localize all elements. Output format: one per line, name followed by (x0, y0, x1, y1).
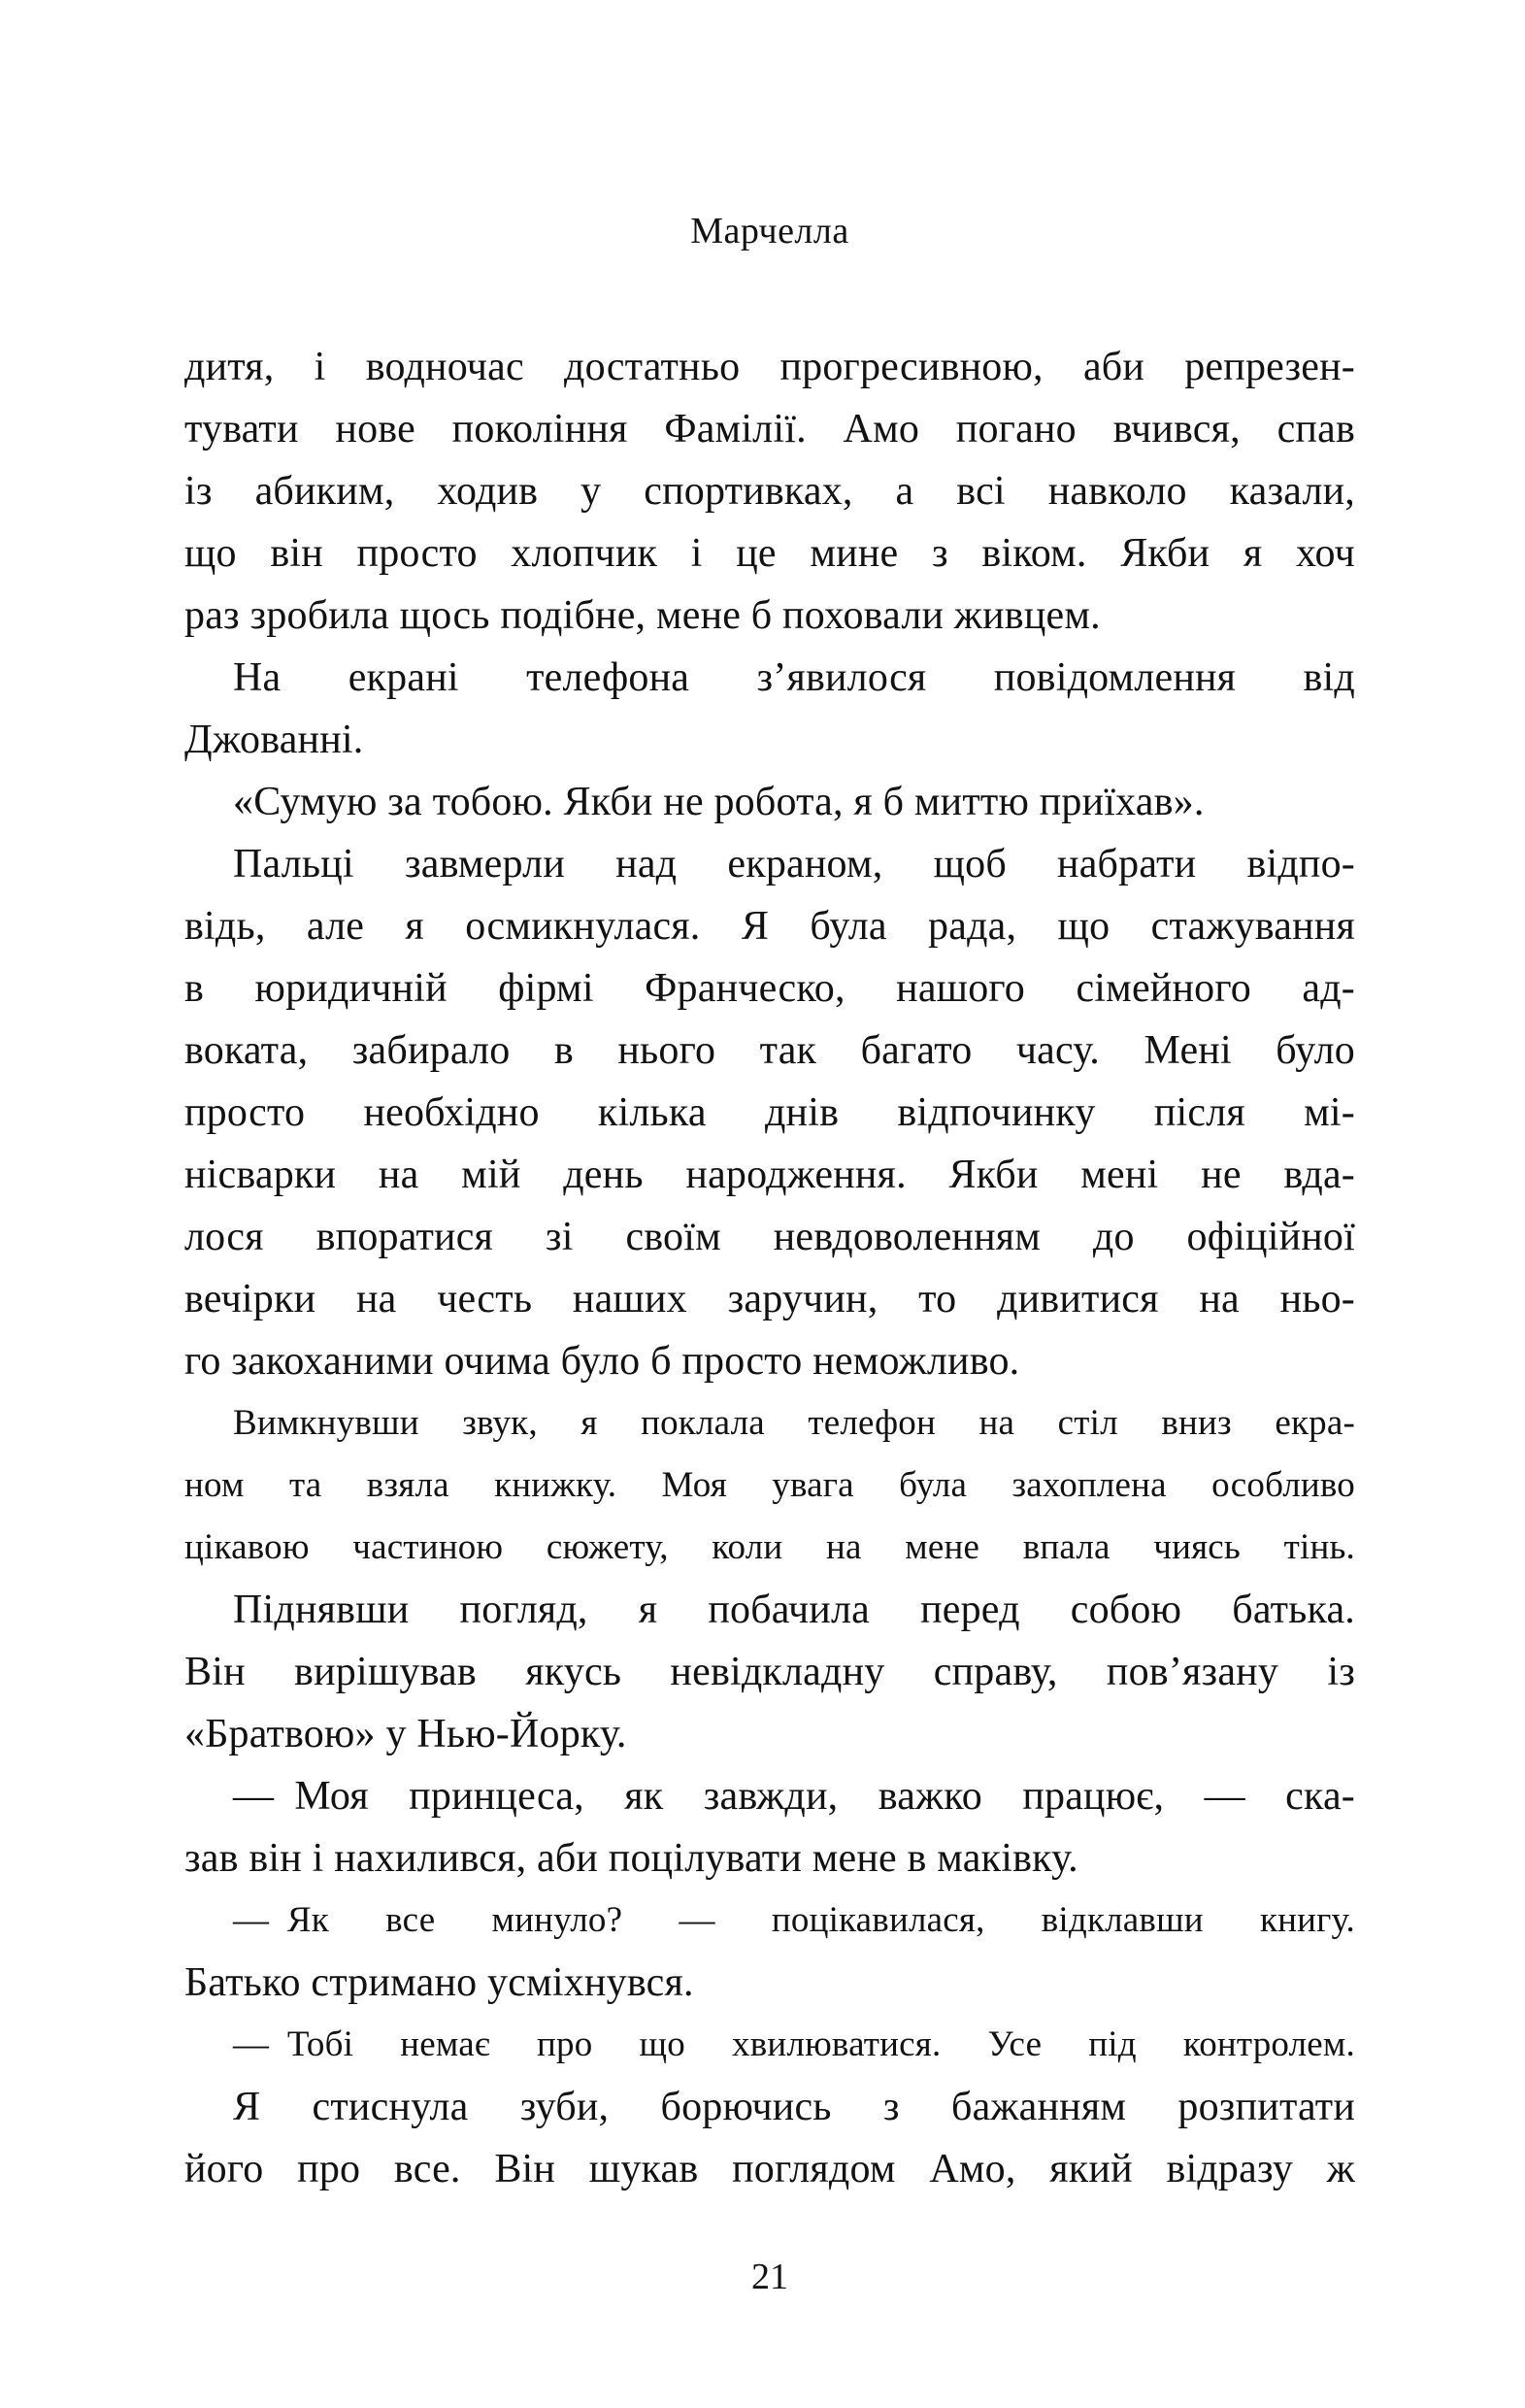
text-line: нісварки на мій день народження. Якби мені не вда- (184, 1153, 1355, 1197)
text-line: Вимкнувши звук, я поклала телефон на стіл вниз екра- (233, 1403, 1355, 1443)
text-line: раз зробила щось подібне, мене б поховали живцем. (184, 593, 1101, 638)
text-line: «Братвою» у Нью-Йорку. (184, 1712, 627, 1756)
text-line: ном та взяла книжку. Моя увага була захоплена особливо (184, 1465, 1355, 1505)
text-line: його про все. Він шукав поглядом Амо, який відразу ж (184, 2147, 1355, 2191)
text-line: — Тобі немає про що хвилюватися. Усе під контролем. (233, 2024, 1355, 2064)
text-line: го закоханими очима було б просто неможливо. (184, 1339, 1020, 1384)
running-header: Марчелла (690, 211, 849, 251)
text-line: Піднявши погляд, я побачила перед собою батька. (233, 1588, 1355, 1632)
text-line: в юридичній фірмі Франческо, нашого сімейного ад- (184, 966, 1355, 1011)
text-line: дитя, і водночас достатньо прогресивною, аби репрезен- (184, 345, 1355, 389)
text-line: зав він і нахилився, аби поцілувати мене в маківку. (184, 1836, 1078, 1881)
text-line: Джованні. (184, 718, 364, 762)
text-line: просто необхідно кілька днів відпочинку після мі- (184, 1090, 1355, 1135)
text-block (184, 336, 1355, 2200)
text-line: — Як все минуло? — поцікавилася, відклавши книгу. (233, 1900, 1355, 1940)
text-line: вечірки на честь наших заручин, то дивитися на ньо- (184, 1277, 1355, 1321)
text-line: На екрані телефона з’явилося повідомлення від (233, 655, 1355, 700)
text-line: «Сумую за тобою. Якби не робота, я б миттю приїхав». (233, 780, 1205, 824)
text-line: Батько стримано усміхнувся. (184, 1960, 694, 2005)
text-line: із абиким, ходив у спортивках, а всі навколо казали, (184, 469, 1355, 514)
page-number: 21 (751, 2257, 788, 2297)
text-line: Пальці завмерли над екраном, щоб набрати відпо- (233, 842, 1355, 886)
text-line: цікавою частиною сюжету, коли на мене впала чиясь тінь. (184, 1527, 1355, 1567)
text-line: — Моя принцеса, як завжди, важко працює, — ска- (233, 1774, 1355, 1819)
text-line: тувати нове покоління Фамілії. Амо погано вчився, спав (184, 407, 1355, 452)
text-line: Він вирішував якусь невідкладну справу, пов’язану із (184, 1650, 1355, 1694)
text-line: Я стиснула зуби, борючись з бажанням розпитати (233, 2085, 1355, 2129)
text-line: що він просто хлопчик і це мине з віком. Якби я хоч (184, 531, 1355, 576)
text-line: воката, забирало в нього так багато часу. Мені було (184, 1028, 1355, 1073)
text-line: відь, але я осмикнулася. Я була рада, що стажування (184, 904, 1355, 949)
text-line: лося впоратися зі своїм невдоволенням до офіційної (184, 1215, 1355, 1259)
